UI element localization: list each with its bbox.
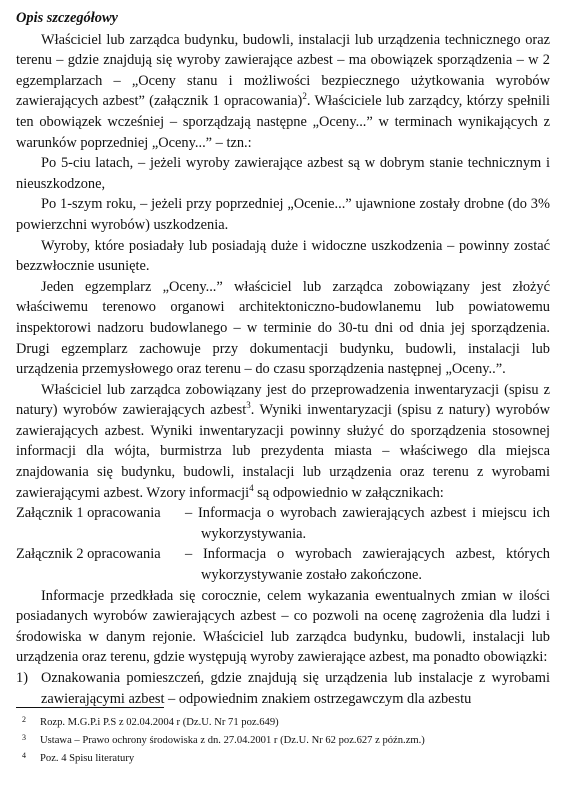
footnote-text: Poz. 4 Spisu literatury xyxy=(40,753,135,764)
footnote xyxy=(22,750,542,768)
paragraph-text: Właściciel lub zarządca budynku, budowli, instalacji lub urządzenia technicznego oraz terenu – gdzie znajdują się wyroby zawierające azbest – ma obowiązek sporządzenia – w 2 egzemplarzach – „Oceny stanu i możliwości bezpiecznego użytkowania wyrobów zawierających azbest” (załącznik 1 opracowania) xyxy=(16,31,550,110)
paragraph-inventory xyxy=(16,380,550,504)
attachment-label: Załącznik 1 opracowania xyxy=(16,505,161,522)
attachment-item xyxy=(16,544,550,585)
paragraph-assessment-obligation xyxy=(16,30,550,154)
main-text xyxy=(16,8,550,709)
paragraph-copy-submission: Jeden egzemplarz „Oceny...” właściciel lub zarządca zobowiązany jest złożyć właściwemu terenowo organowi architektoniczno-budowlanemu lub powiatowemu inspektorowi nadzoru budowlanego – w terminie do 30-tu dni od dnia jej sporządzenia. Drugi egzemplarz zachowuje przy dokumentacji budynku, budowli, instalacji lub urządzenia przemysłowego oraz terenu – do czasu sporządzenia następnej „Oceny..”. xyxy=(16,278,550,378)
paragraph-text: są odpowiednio w załącznikach: xyxy=(253,484,444,501)
footnote-mark: 3 xyxy=(22,733,26,742)
paragraph-text: . Właściciele lub zarządcy, którzy spełnili ten obowiązek wcześniej – sporządzają następne „Oceny...” w terminach wynikających z warunków poprzedniej „Oceny...” – tzn.: xyxy=(16,93,550,151)
paragraph-annual-information: Informacje przedkłada się corocznie, celem wykazania ewentualnych zmian w ilości posiadanych wyrobów zawierających azbest – co pozwoli na ocenę zagrożenia dla ludzi i środowiska w danym rejonie. Właściciel lub zarządca budynku, budowli, instalacji lub urządzenia oraz terenu, gdzie występują wyroby zawierające azbest, ma ponadto obowiązki: xyxy=(16,587,550,666)
footnote-separator xyxy=(16,707,164,708)
paragraph-text: . Wyniki inwentaryzacji (spisu z natury) wyrobów zawierających azbest. Wyniki inwentaryzacji powinny służyć do sporządzenia stosownej informacji dla wójta, burmistrza lub prezydenta miasta – właściwego dla miejsca znajdowania się budynku, budowli, instalacji lub urządzenia oraz terenu z wyrobami zawierającymi azbest. Wzory informacji xyxy=(16,402,550,501)
footnote-ref: 4 xyxy=(249,482,254,493)
section-heading: Opis szczegółowy xyxy=(16,10,118,26)
attachment-description: – Informacja o wyrobach zawierających azbest, których wykorzystywanie zostało zakończone. xyxy=(185,546,550,584)
footnote-ref: 2 xyxy=(302,91,307,102)
footnote-mark: 2 xyxy=(22,715,26,724)
footnote-ref: 3 xyxy=(246,400,251,411)
attachment-description: – Informacja o wyrobach zawierających azbest i miejscu ich wykorzystywania. xyxy=(185,505,550,542)
attachment-label: Załącznik 2 opracowania xyxy=(16,546,161,563)
footnote xyxy=(22,732,542,750)
list-number: 1) xyxy=(16,670,28,686)
footnote-text: Rozp. M.G.P.i P.S z 02.04.2004 r (Dz.U. Nr 71 poz.649) xyxy=(40,717,279,728)
footnotes xyxy=(22,714,542,768)
footnote-mark: 4 xyxy=(22,751,26,760)
list-item xyxy=(16,668,550,709)
footnote-text: Ustawa – Prawo ochrony środowiska z dn. 27.04.2001 r (Dz.U. Nr 62 poz.627 z późn.zm.) xyxy=(40,735,425,746)
paragraph-text: Właściciel lub zarządca zobowiązany jest do przeprowadzenia inwentaryzacji (spisu z natury) wyrobów zawierających azbest xyxy=(16,381,550,419)
footnote xyxy=(22,714,542,732)
list-text: Oznakowania pomieszczeń, gdzie znajdują się urządzenia lub instalacje z wyrobami zawierającymi azbest – odpowiednim znakiem ostrzegawczym dla azbestu xyxy=(41,670,550,707)
attachment-item xyxy=(16,503,550,544)
paragraph-damaged-products: Wyroby, które posiadały lub posiadają duże i widoczne uszkodzenia – powinny zostać bezzwłocznie usunięte. xyxy=(16,237,550,275)
paragraph-five-years: Po 5-ciu latach, – jeżeli wyroby zawierające azbest są w dobrym stanie technicznym i nieuszkodzone, xyxy=(16,155,550,192)
paragraph-one-year: Po 1-szym roku, – jeżeli przy poprzedniej „Ocenie...” ujawnione zostały drobne (do 3% powierzchni wyrobów) uszkodzenia. xyxy=(16,196,550,233)
